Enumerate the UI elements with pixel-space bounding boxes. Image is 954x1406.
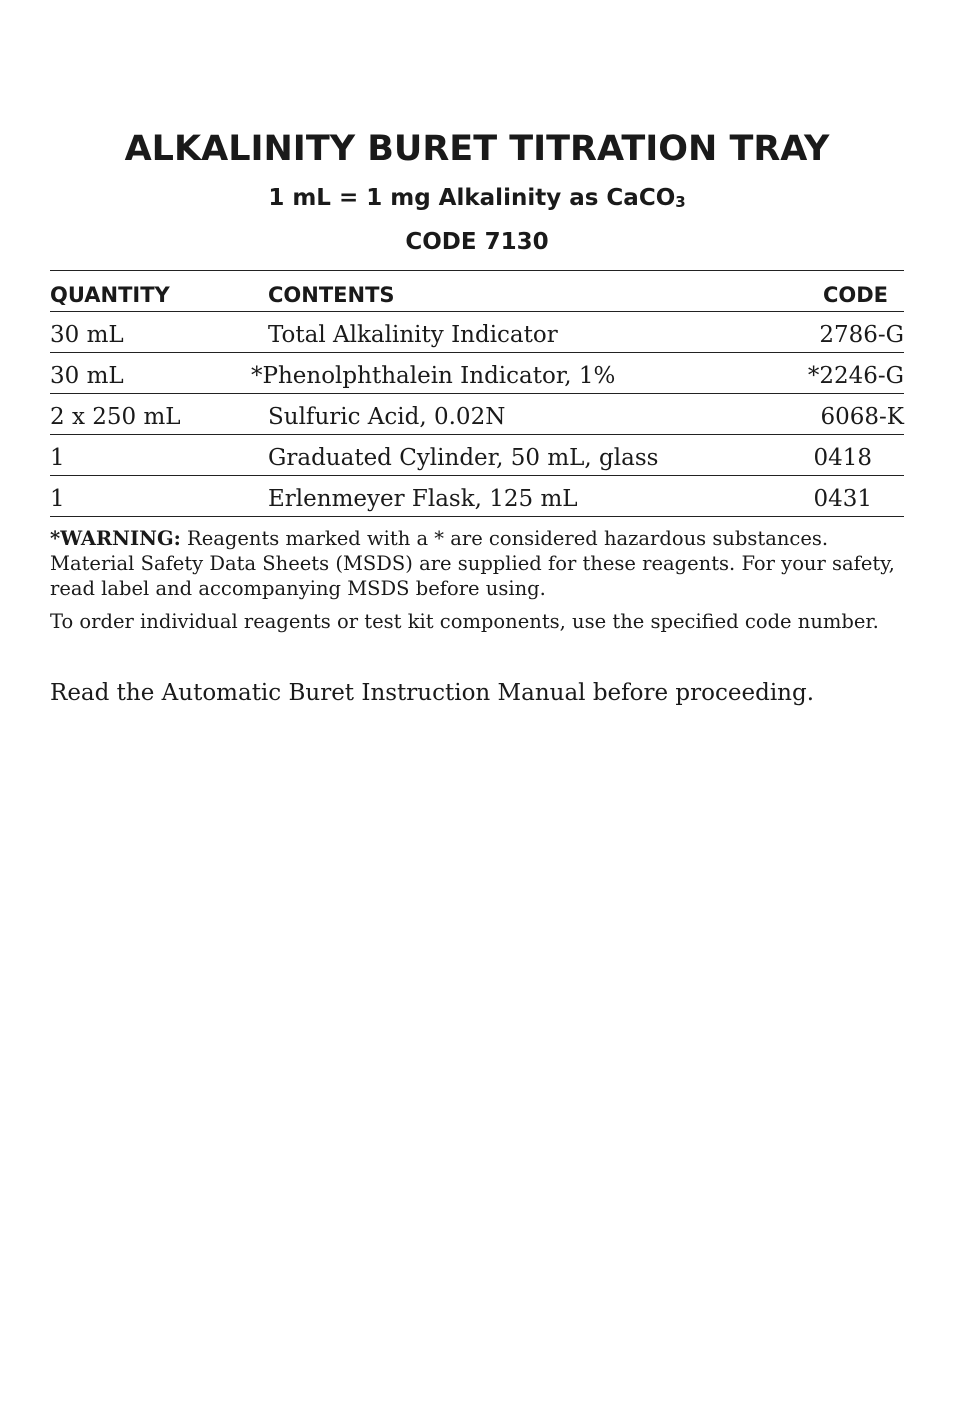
subtitle — [50, 182, 904, 218]
page-title: ALKALINITY BURET TITRATION TRAY — [124, 129, 830, 169]
row-contents: Sulfuric Acid, 0.02N — [268, 404, 506, 430]
row-code: *2246-G — [807, 363, 904, 389]
row-quantity: 1 — [50, 445, 65, 471]
table-row — [50, 476, 904, 517]
order-paragraph: To order individual reagents or test kit components, use the specified code number. — [50, 610, 879, 633]
row-quantity: 1 — [50, 486, 65, 512]
warning-paragraph — [50, 526, 904, 601]
contents-table — [50, 270, 904, 517]
row-code: 6068-K — [820, 404, 904, 430]
instruction-text: Read the Automatic Buret Instruction Manual before proceeding. — [50, 680, 815, 706]
header-contents: CONTENTS — [268, 283, 395, 307]
table-row — [50, 353, 904, 394]
subtitle-main: 1 mL = 1 mg Alkalinity as CaCO — [268, 185, 676, 211]
table-row — [50, 394, 904, 435]
row-contents: Erlenmeyer Flask, 125 mL — [268, 486, 578, 512]
notes-section — [50, 526, 904, 642]
row-contents: Total Alkalinity Indicator — [268, 322, 558, 348]
row-code: 0418 — [813, 445, 872, 471]
kit-code: CODE 7130 — [405, 229, 549, 255]
table-row — [50, 312, 904, 353]
header-code: CODE — [822, 283, 888, 307]
warning-label: *WARNING: — [50, 527, 181, 550]
row-code: 2786-G — [819, 322, 904, 348]
warning-text: Reagents marked with a * are considered hazardous substances. Material Safety Data Sheets (MSDS) are supplied for these reagents. For your safety, read label and accompanying MSDS before using. — [50, 527, 895, 600]
row-code: 0431 — [813, 486, 872, 512]
row-quantity: 30 mL — [50, 322, 124, 348]
table-row — [50, 435, 904, 476]
subtitle-subscript: 3 — [675, 193, 686, 211]
row-quantity: 30 mL — [50, 363, 124, 389]
row-contents: Graduated Cylinder, 50 mL, glass — [268, 445, 659, 471]
header-quantity: QUANTITY — [50, 283, 170, 307]
row-contents: *Phenolphthalein Indicator, 1% — [251, 363, 616, 389]
row-quantity: 2 x 250 mL — [50, 404, 181, 430]
table-header-row — [50, 271, 904, 312]
